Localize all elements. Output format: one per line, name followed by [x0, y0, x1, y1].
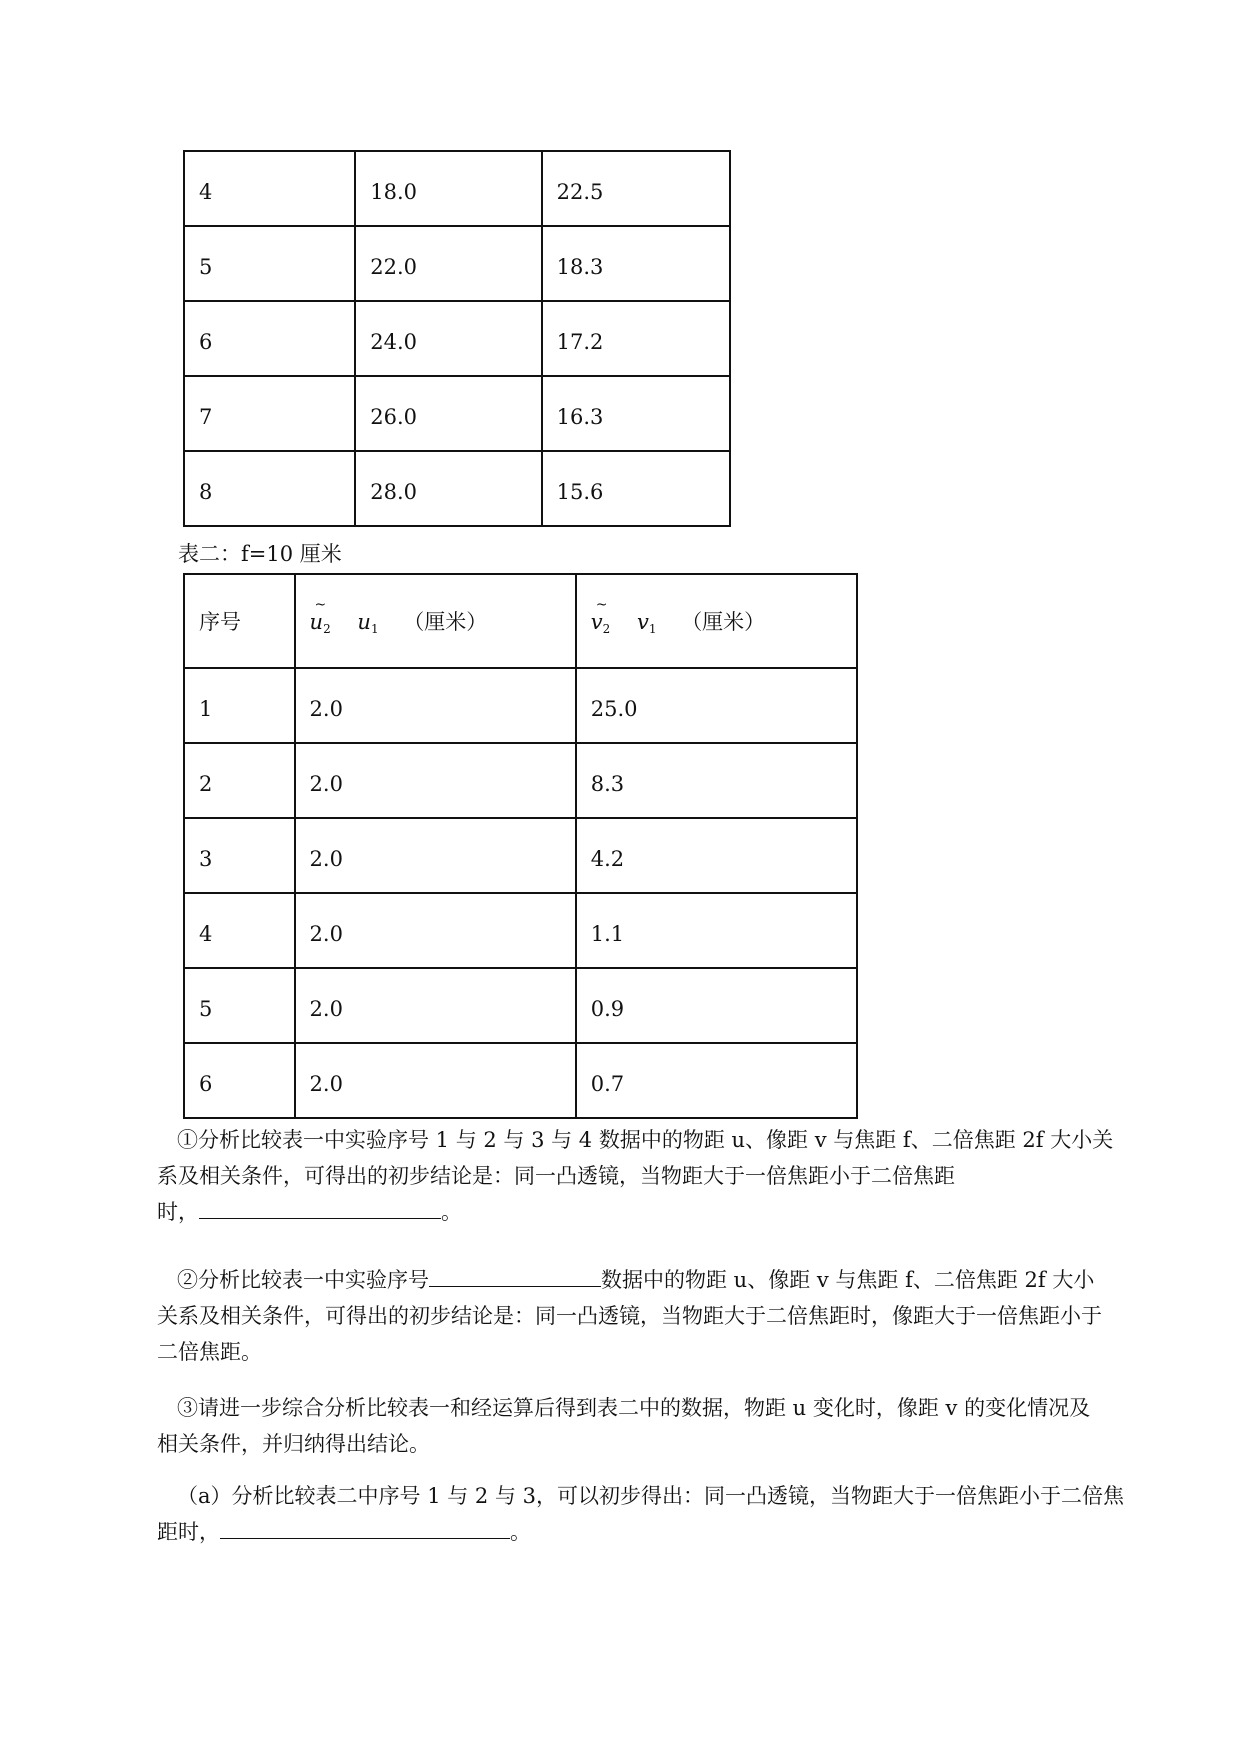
table-cell: 1: [184, 668, 295, 743]
question-1-line-3-suffix: 。: [441, 1200, 462, 1224]
symbol-v2: ~ $v_2$: [591, 610, 611, 634]
table-cell: 2.0: [295, 968, 576, 1043]
table-cell: 3: [184, 818, 295, 893]
table-row: [184, 668, 857, 743]
table-cell: 0.7: [576, 1043, 857, 1118]
table-cell: 18.3: [542, 226, 730, 301]
answer-blank-2[interactable]: [429, 1266, 601, 1287]
question-1: [157, 1122, 1157, 1230]
table-cell: 18.0: [355, 151, 541, 226]
question-3a-line-2-suffix: 。: [510, 1520, 531, 1544]
table-row: [184, 1043, 857, 1118]
table-cell: 6: [184, 301, 355, 376]
question-2-suffix: 数据中的物距 u、像距 v 与焦距 f、二倍焦距 2f 大小: [601, 1268, 1095, 1292]
question-1-line-2: 系及相关条件，可得出的初步结论是：同一凸透镜，当物距大于一倍焦距小于二倍焦距: [157, 1164, 955, 1188]
table-cell: 2.0: [295, 818, 576, 893]
unit-label: （厘米）: [403, 610, 488, 634]
table-row: [184, 376, 730, 451]
table-cell: 2.0: [295, 893, 576, 968]
table-cell: 6: [184, 1043, 295, 1118]
table-cell: 24.0: [355, 301, 541, 376]
table-cell: 25.0: [576, 668, 857, 743]
table-cell: 4.2: [576, 818, 857, 893]
table-cell: 28.0: [355, 451, 541, 526]
table-cell: 5: [184, 226, 355, 301]
table-cell: 26.0: [355, 376, 541, 451]
question-3a-line-1: （a）分析比较表二中序号 1 与 2 与 3，可以初步得出：同一凸透镜，当物距大于一倍焦距小于二倍焦: [177, 1484, 1124, 1508]
question-3-line-2: 相关条件，并归纳得出结论。: [157, 1432, 430, 1456]
table-cell: 22.5: [542, 151, 730, 226]
table-cell: 2.0: [295, 743, 576, 818]
question-3: [157, 1390, 1157, 1462]
answer-blank-3[interactable]: [220, 1518, 510, 1539]
table-row: [184, 151, 730, 226]
unit-label: （厘米）: [681, 610, 766, 634]
column-header-index: 序号: [184, 574, 295, 668]
table-cell: 8: [184, 451, 355, 526]
table-cell: 15.6: [542, 451, 730, 526]
table-cell: 4: [184, 151, 355, 226]
table-2-caption: 表二：f=10 厘米: [178, 542, 342, 566]
column-header-object-distance-diff: [295, 574, 576, 668]
table-cell: 17.2: [542, 301, 730, 376]
question-1-line-1: ①分析比较表一中实验序号 1 与 2 与 3 与 4 数据中的物距 u、像距 v 与焦距 f、二倍焦距 2f 大小关: [177, 1128, 1114, 1152]
table-cell: 4: [184, 893, 295, 968]
table-row: [184, 818, 857, 893]
data-table-1-continued: [183, 150, 731, 527]
symbol-u1: $u_1$: [357, 610, 379, 636]
table-row: [184, 968, 857, 1043]
table-row: [184, 743, 857, 818]
table-cell: 2.0: [295, 1043, 576, 1118]
question-2: [157, 1262, 1157, 1370]
table-cell: 22.0: [355, 226, 541, 301]
table-cell: 16.3: [542, 376, 730, 451]
table-row: [184, 301, 730, 376]
question-1-line-3-prefix: 时，: [157, 1200, 199, 1224]
symbol-v1: $v_1$: [636, 610, 657, 636]
question-3a: [157, 1478, 1157, 1550]
table-row: [184, 226, 730, 301]
table-header-row: [184, 574, 857, 668]
column-header-image-distance-diff: [576, 574, 857, 668]
table-cell: 2: [184, 743, 295, 818]
question-3-line-1: ③请进一步综合分析比较表一和经运算后得到表二中的数据，物距 u 变化时，像距 v 的变化情况及: [177, 1396, 1091, 1420]
table-cell: 1.1: [576, 893, 857, 968]
table-row: [184, 451, 730, 526]
table-cell: 2.0: [295, 668, 576, 743]
question-2-prefix: ②分析比较表一中实验序号: [177, 1268, 429, 1292]
question-2-line-2: 关系及相关条件，可得出的初步结论是：同一凸透镜，当物距大于二倍焦距时，像距大于一倍焦距小于: [157, 1304, 1102, 1328]
table-row: [184, 893, 857, 968]
answer-blank-1[interactable]: [199, 1198, 441, 1219]
symbol-u2: ~ $u_2$: [310, 610, 331, 634]
table-cell: 7: [184, 376, 355, 451]
question-2-line-3: 二倍焦距。: [157, 1340, 262, 1364]
table-cell: 0.9: [576, 968, 857, 1043]
table-cell: 8.3: [576, 743, 857, 818]
table-cell: 5: [184, 968, 295, 1043]
question-3a-line-2-prefix: 距时，: [157, 1520, 220, 1544]
data-table-2: [183, 573, 858, 1119]
